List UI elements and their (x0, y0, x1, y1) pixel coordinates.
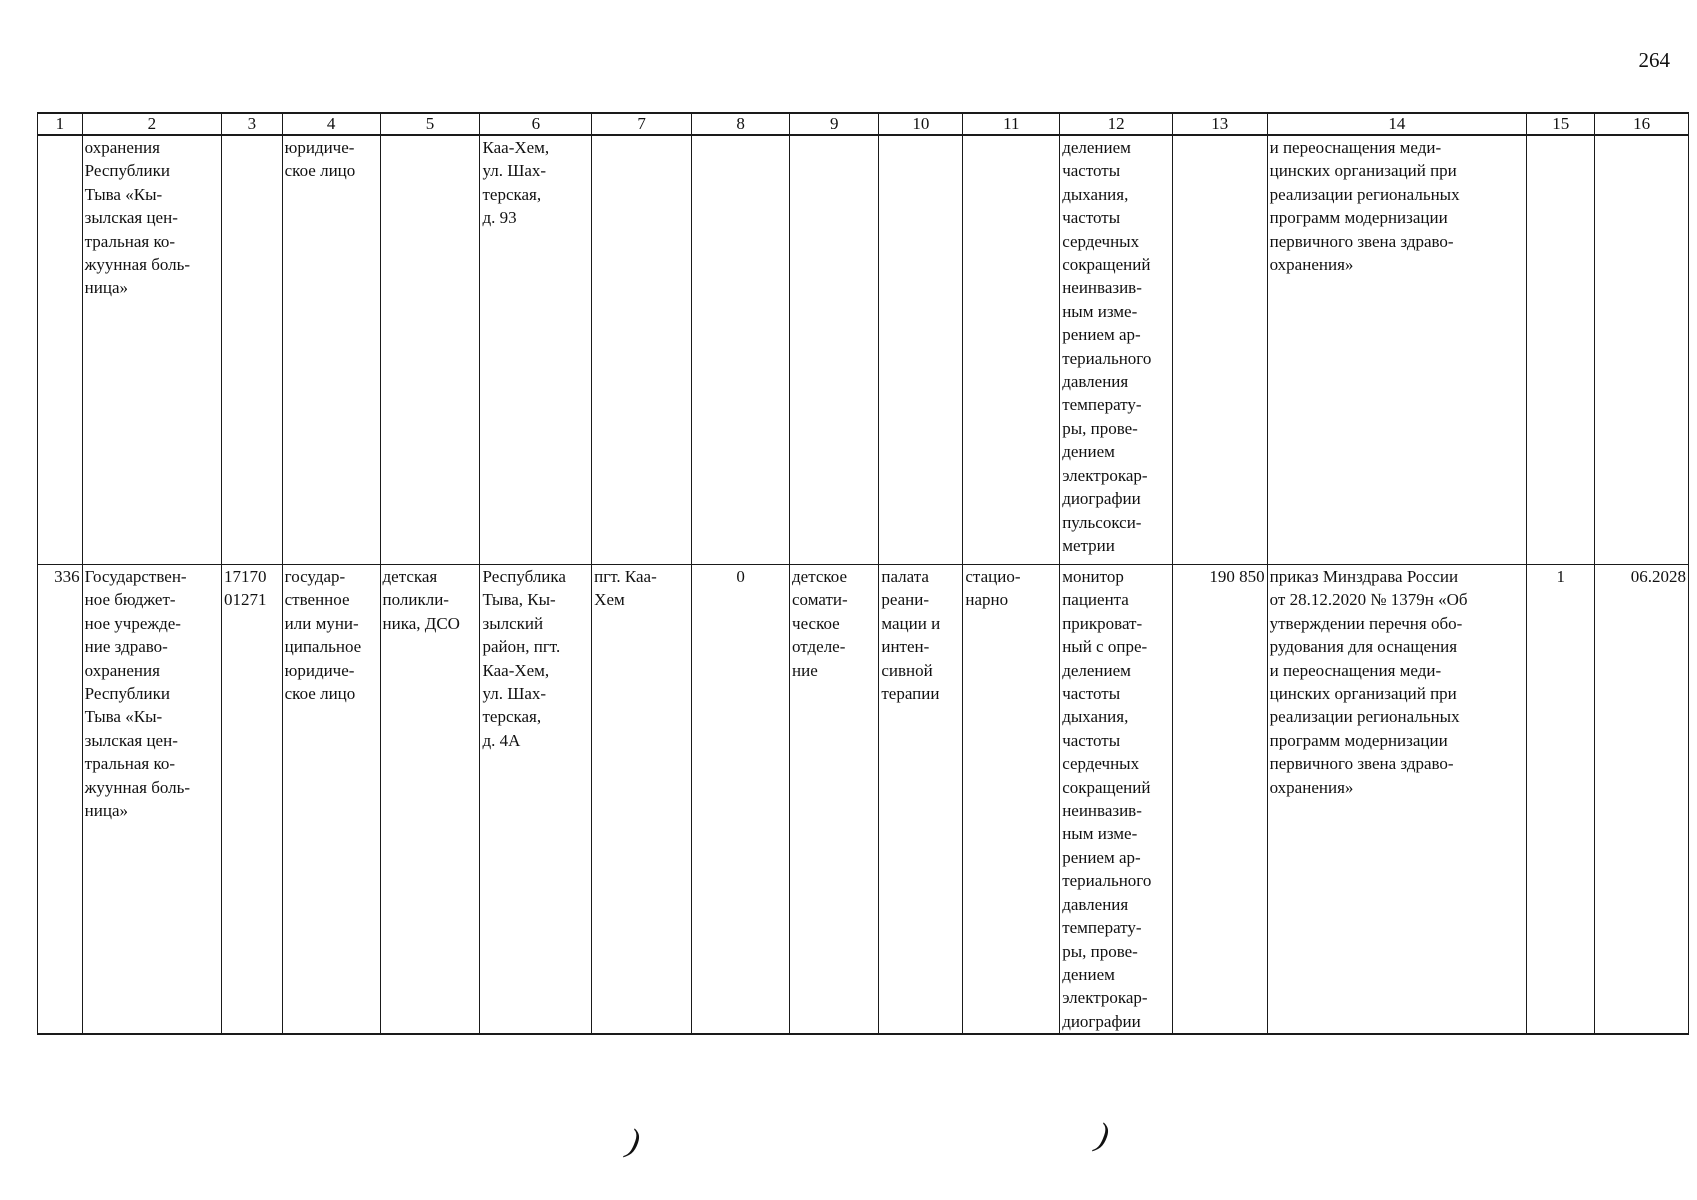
column-number: 13 (1172, 113, 1267, 135)
table-row (38, 565, 1689, 1035)
quantity-cell (1527, 135, 1595, 565)
code-cell: 17170 01271 (222, 565, 283, 1035)
legal-form-cell: государ- ственное или муни- ципальное юридиче- ское лицо (282, 565, 380, 1035)
column-number: 6 (480, 113, 592, 135)
legal-basis-cell: и переоснащения меди- цинских организаций при реализации региональных программ модернизации первичного звена здраво- охранения» (1267, 135, 1527, 565)
care-form-cell: стацио- нарно (963, 565, 1060, 1035)
pen-mark: ) (1093, 1116, 1113, 1155)
value-cell (692, 135, 790, 565)
ward-cell: палата реани- мации и интен- сивной терапии (879, 565, 963, 1035)
legal-form-cell: юридиче- ское лицо (282, 135, 380, 565)
quantity-cell: 1 (1527, 565, 1595, 1035)
department-cell (790, 135, 879, 565)
column-number-row (38, 113, 1689, 135)
organization-name-cell: охранения Республики Тыва «Кы- зылская цен- тральная ко- жуунная боль- ница» (82, 135, 221, 565)
date-cell: 06.2028 (1595, 565, 1689, 1035)
cost-cell: 190 850 (1172, 565, 1267, 1035)
code-cell (222, 135, 283, 565)
column-number: 12 (1060, 113, 1173, 135)
care-form-cell (963, 135, 1060, 565)
column-number: 3 (222, 113, 283, 135)
column-number: 14 (1267, 113, 1527, 135)
column-number: 16 (1595, 113, 1689, 135)
table-row (38, 135, 1689, 565)
equipment-register-table (37, 112, 1689, 1035)
column-number: 7 (592, 113, 692, 135)
column-number: 8 (692, 113, 790, 135)
pen-mark: ) (624, 1122, 644, 1161)
cost-cell (1172, 135, 1267, 565)
column-number: 10 (879, 113, 963, 135)
locality-cell: пгт. Каа- Хем (592, 565, 692, 1035)
date-cell (1595, 135, 1689, 565)
equipment-description-cell: монитор пациента прикроват- ный с опре- делением частоты дыхания, частоты сердечных сокращений неинвазив- ным изме- рением ар- териального давления температу- ры, прове- дением электрокар- диографии (1060, 565, 1173, 1035)
column-number: 1 (38, 113, 83, 135)
department-cell: детское сомати- ческое отделе- ние (790, 565, 879, 1035)
page-number: 264 (1638, 48, 1670, 72)
ward-cell (879, 135, 963, 565)
organization-name-cell: Государствен- ное бюджет- ное учрежде- ние здраво- охранения Республики Тыва «Кы- зылская цен- тральная ко- жуунная боль- ница» (82, 565, 221, 1035)
equipment-description-cell: делением частоты дыхания, частоты сердечных сокращений неинвазив- ным изме- рением ар- териального давления температу- ры, прове- дением электрокар- диографии пульсокси- метрии (1060, 135, 1173, 565)
row-number-cell: 336 (38, 565, 83, 1035)
locality-cell (592, 135, 692, 565)
address-cell: Республика Тыва, Кы- зылский район, пгт. Каа-Хем, ул. Шах- терская, д. 4А (480, 565, 592, 1035)
subdivision-cell (380, 135, 480, 565)
column-number: 5 (380, 113, 480, 135)
address-cell: Каа-Хем, ул. Шах- терская, д. 93 (480, 135, 592, 565)
column-number: 4 (282, 113, 380, 135)
legal-basis-cell: приказ Минздрава России от 28.12.2020 № 1379н «Об утверждении перечня обо- рудования для оснащения и переоснащения меди- цинских организаций при реализации региональных программ модернизации первичного звена здраво- охранения» (1267, 565, 1527, 1035)
column-number: 11 (963, 113, 1060, 135)
column-number: 9 (790, 113, 879, 135)
value-cell: 0 (692, 565, 790, 1035)
row-number-cell (38, 135, 83, 565)
subdivision-cell: детская поликли- ника, ДСО (380, 565, 480, 1035)
column-number: 2 (82, 113, 221, 135)
column-number: 15 (1527, 113, 1595, 135)
